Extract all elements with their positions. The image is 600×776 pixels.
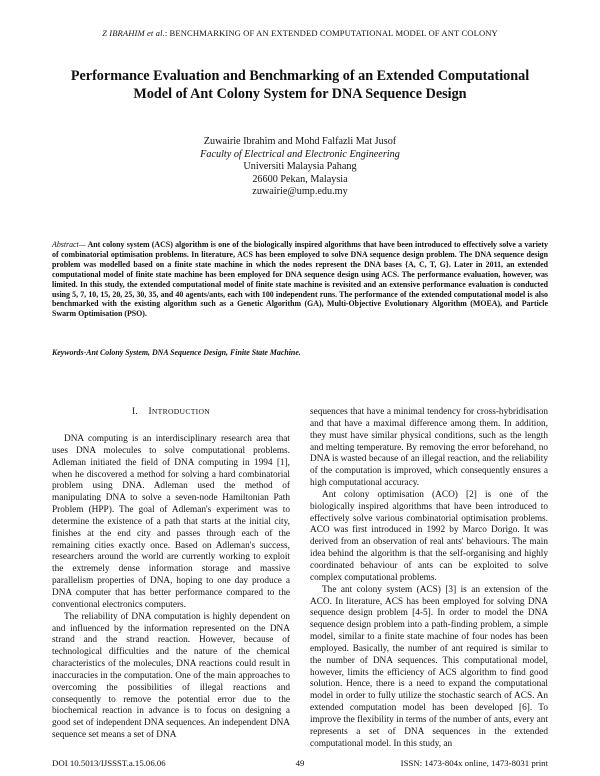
running-head-title: : BENCHMARKING OF AN EXTENDED COMPUTATIONAL MODEL OF ANT COLONY (164, 28, 498, 38)
abstract-label: Abstract— (52, 240, 86, 249)
author-names: Zuwairie Ibrahim and Mohd Falfazli Mat Jusof (203, 136, 397, 147)
section-number: I. (131, 407, 138, 417)
running-head-authors: Z IBRAHIM et al. (102, 28, 165, 38)
keywords: Keywords-Ant Colony System, DNA Sequence Design, Finite State Machine. (52, 348, 301, 357)
author-faculty: Faculty of Electrical and Electronic Engineering (200, 148, 400, 160)
author-address: 26600 Pekan, Malaysia (252, 173, 348, 185)
paragraph: The reliability of DNA computation is highly dependent on and influenced by the information represented on the DNA strand and the strand reaction. However, because of technological difficulties and the nature of the chemical characteristics of the molecules, DNA reactions could result in inaccuracies in the computation. One of the main approaches to overcoming the possibilities of illegal reactions and consequently to remove the potential error due to the biochemical reaction in advance is to focus on designing a good set of independent DNA sequences. An independent DNA sequence set means a set of DNA (52, 611, 290, 741)
section-first-letter: I (148, 407, 152, 417)
paper-title: Performance Evaluation and Benchmarking of an Extended Computational Model of Ant Colony System for DNA Sequence Design (70, 68, 530, 102)
author-email[interactable]: zuwairie@ump.edu.my (252, 186, 348, 198)
paragraph: DNA computing is an interdisciplinary research area that uses DNA molecules to solve computational problems. Adleman initiated the field of DNA computing in 1994 [1], when he discovered a method for solving a hard combinatorial problem using DNA. Adleman used the method of manipulating DNA to solve a seven-node Hamiltonian Path Problem (HPP). The goal of Adleman's experiment was to determine the existence of a path that starts at the initial city, finishes at the end city and passes through each of the remaining cities exactly once. Based on Adleman's success, researchers around the world are currently working to exploit the extremely dense information storage and massive parallelism properties of DNA, hoping to one day produce a DNA computer that has better performance compared to the conventional electronics computers. (52, 434, 290, 610)
author-block (0, 136, 600, 199)
paragraph: The ant colony system (ACS) [3] is an extension of the ACO. In literature, ACS has been employed for solving DNA sequence design problem [4-5]. In order to model the DNA sequence design problem into a path-finding problem, a simple model, similar to a finite state machine of four nodes has been employed. Basically, the number of ant required is similar to the number of DNA sequences. This computational model, however, limits the efficiency of ACS algorithm to find good solution. Hence, there is a need to expand the computational model in order to fully utilize the stochastic search of ACS. An extended computation model has been developed [6]. To improve the flexibility in terms of the number of ants, every ant represents a set of DNA sequences in the extended computational model. In this study, an (310, 584, 548, 749)
paragraph: sequences that have a minimal tendency for cross-hybridisation and that have a maximal difference among them. In addition, they must have similar physical conditions, such as the length and melting temperature. By removing the error beforehand, no DNA is wasted because of an illegal reaction, and the reliability of the computation is improved, which consequently ensures a high computational accuracy. (310, 407, 548, 489)
section-heading-introduction (52, 407, 290, 417)
footer-issn: ISSN: 1473-804x online, 1473-8031 print (400, 758, 548, 768)
paragraph: Ant colony optimisation (ACO) [2] is one of the biologically inspired algorithms that have been introduced to effectively solve various combinatorial optimisation problems. ACO was first introduced in 1992 by Marco Dorigo. It was derived from an observation of real ants' behaviours. The main idea behind the algorithm is that the self-organising and highly coordinated behaviour of ants can be exploited to solve complex computational problems. (310, 489, 548, 583)
running-head (0, 28, 600, 38)
section-title-rest: NTRODUCTION (151, 407, 211, 416)
abstract (52, 240, 548, 319)
right-column (310, 407, 548, 750)
footer-doi: DOI 10.5013/IJSSST.a.15.06.06 (52, 758, 166, 768)
author-university: Universiti Malaysia Pahang (243, 161, 357, 173)
page-number: 49 (295, 758, 305, 768)
abstract-text: Ant colony system (ACS) algorithm is one of the biologically inspired algorithms that have been introduced to effectively solve a variety of combinatorial optimisation problems. In literature, ACS has been employed to solve DNA sequence design problem. The DNA sequence design problem was modelled based on a finite state machine in which the nodes represent the DNA bases {A, C, T, G}. Later in 2011, an extended computational model of finite state machine has been employed for DNA sequence design using ACS. The performance evaluation, however, was limited. In this study, the extended computational model of finite state machine is revisited and an extensive performance evaluation is conducted using 5, 7, 10, 15, 20, 25, 30, 35, and 40 agents/ants, each with 100 independent runs. The performance of the extended computational model is also benchmarked with the existing algorithm such as a Genetic Algorithm (GA), Multi-Objective Evolutionary Algorithm (MOEA), and Particle Swarm Optimisation (PSO). (52, 240, 548, 319)
left-column (52, 434, 290, 742)
